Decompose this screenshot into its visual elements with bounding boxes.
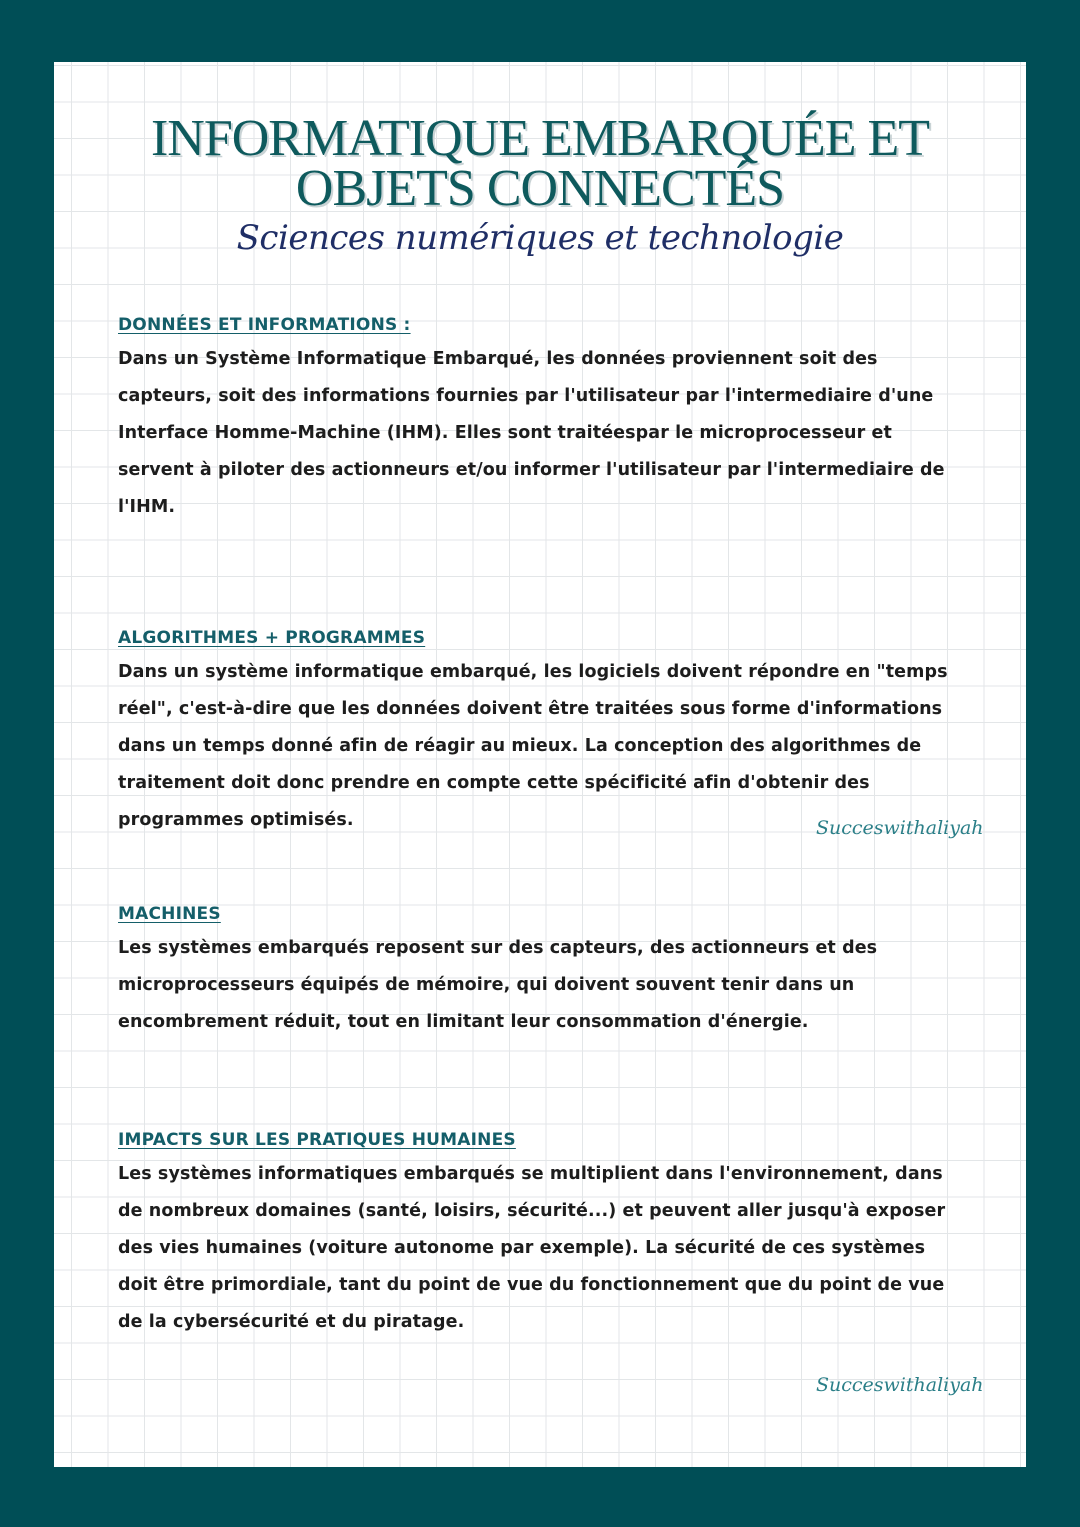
page-title-line-1: INFORMATIQUE EMBARQUÉE ET	[150, 110, 930, 167]
signature-middle: Succeswithaliyah	[816, 817, 984, 839]
section-body: Les systèmes informatiques embarqués se multiplient dans l'environnement, dans de nombreux domaines (santé, loisirs, sécurité...) et peuvent aller jusqu'à exposer des vies humaines (voiture autonome par exemple). La sécurité de ces systèmes doit être primordiale, tant du point de vue du fonctionnement que du point de vue de la cybersécurité et du piratage.	[118, 1164, 946, 1332]
section-donnees-informations	[118, 314, 958, 526]
section-impacts-pratiques-humaines	[118, 1129, 958, 1341]
signature-bottom: Succeswithaliyah	[816, 1374, 984, 1396]
section-title: ALGORITHMES + PROGRAMMES	[118, 628, 426, 648]
page-header	[54, 110, 1026, 258]
section-body: Dans un Système Informatique Embarqué, les données proviennent soit des capteurs, soit des informations fournies par l'utilisateur par l'intermediaire d'une Interface Homme-Machine (IHM). Elles sont traitéespar le microprocesseur et servent à piloter des actionneurs et/ou informer l'utilisateur par l'intermediaire de l'IHM.	[118, 349, 945, 517]
section-machines	[118, 903, 958, 1041]
section-title: DONNÉES ET INFORMATIONS :	[118, 315, 411, 335]
page-subtitle: Sciences numériques et technologie	[236, 218, 844, 258]
section-title: MACHINES	[118, 904, 221, 924]
section-algorithmes-programmes	[118, 627, 958, 839]
section-body: Les systèmes embarqués reposent sur des capteurs, des actionneurs et des microprocesseurs équipés de mémoire, qui doivent souvent tenir dans un encombrement réduit, tout en limitant leur consommation d'énergie.	[118, 938, 878, 1032]
section-title: IMPACTS SUR LES PRATIQUES HUMAINES	[118, 1130, 516, 1150]
page-title-line-2: OBJETS CONNECTÉS	[295, 160, 785, 217]
note-page	[54, 62, 1026, 1467]
section-body: Dans un système informatique embarqué, les logiciels doivent répondre en "temps réel", c'est-à-dire que les données doivent être traitées sous forme d'informations dans un temps donné afin de réagir au mieux. La conception des algorithmes de traitement doit donc prendre en compte cette spécificité afin d'obtenir des programmes optimisés.	[118, 662, 948, 830]
